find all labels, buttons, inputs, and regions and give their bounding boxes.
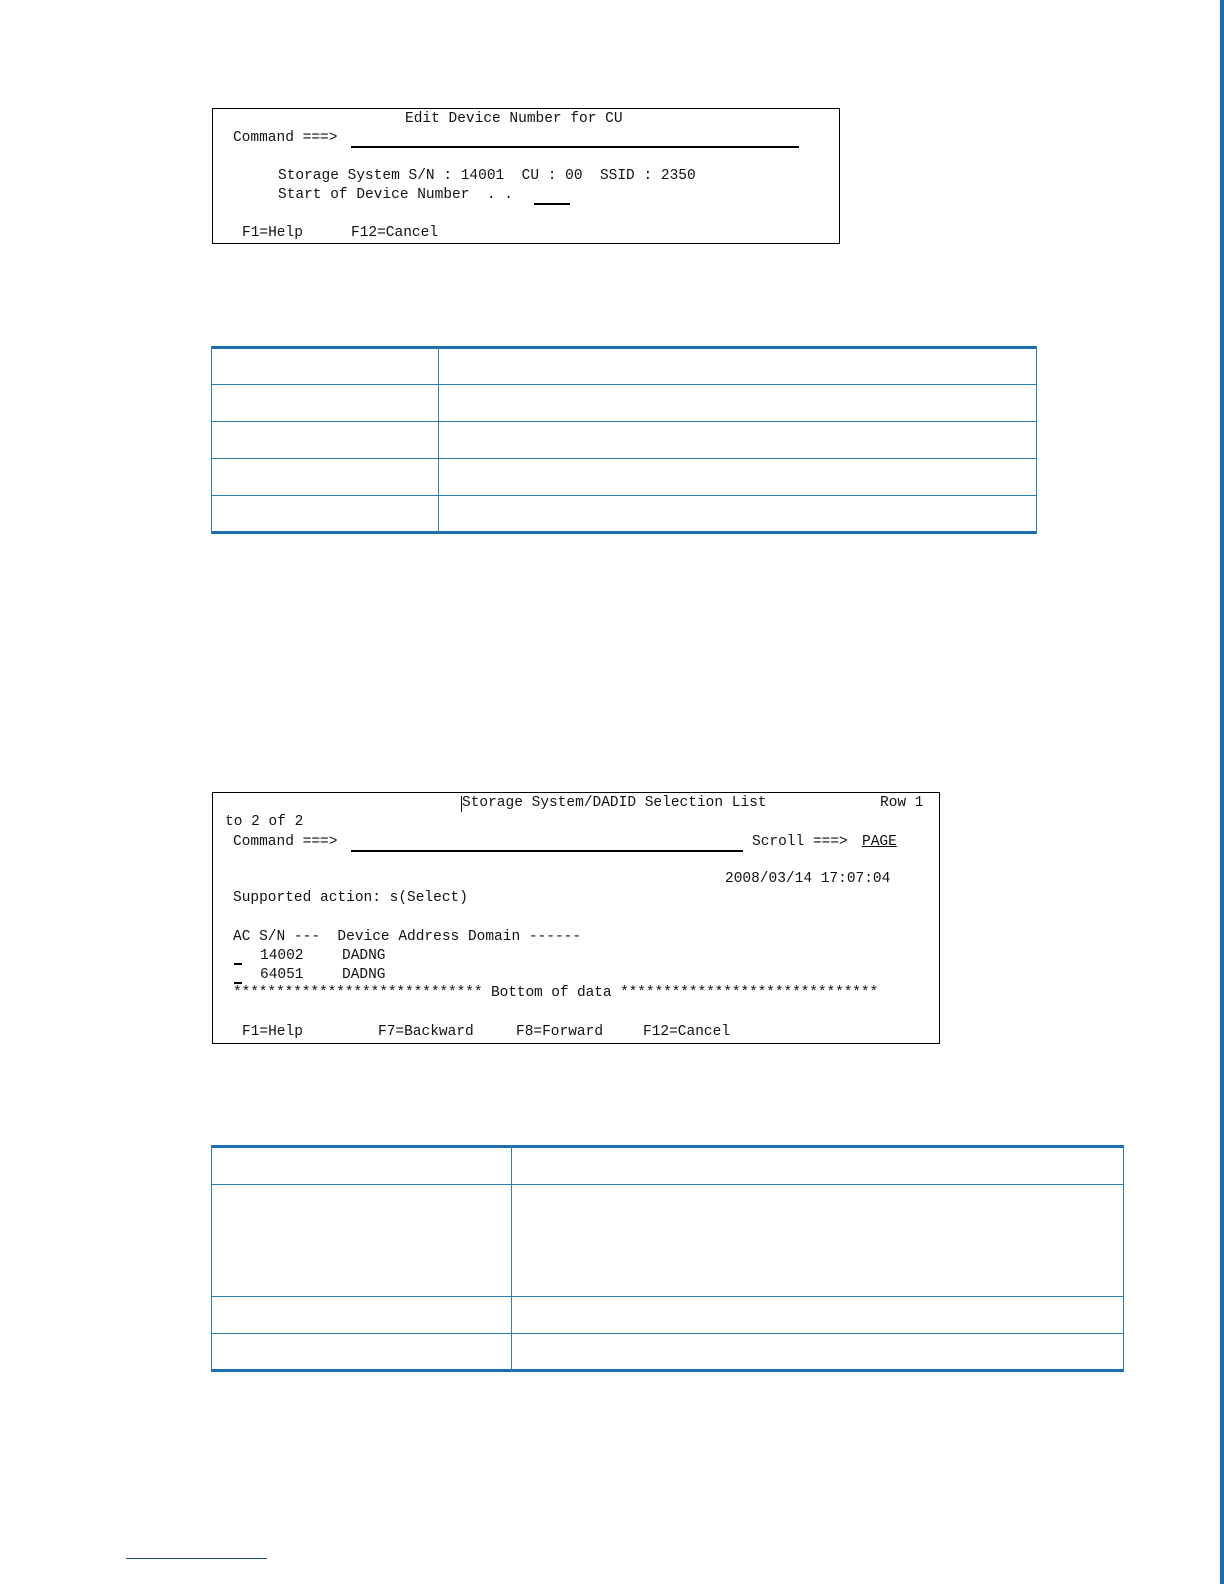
list-header: AC S/N --- Device Address Domain ------ [233, 929, 582, 945]
command-input-underline [351, 850, 743, 852]
row-2-sn: 64051 [260, 967, 304, 983]
start-device-label: Start of Device Number . . [278, 187, 513, 203]
f8-forward-key[interactable]: F8=Forward [516, 1024, 604, 1040]
footer-link-line [126, 1558, 267, 1559]
dadid-selection-panel [212, 792, 940, 1044]
row-2-domain: DADNG [342, 967, 386, 983]
command-input[interactable] [351, 833, 743, 851]
row-1-domain: DADNG [342, 948, 386, 964]
start-device-underline [534, 203, 570, 205]
command-input-underline [351, 146, 799, 148]
storage-info: Storage System S/N : 14001 CU : 00 SSID : 2350 [278, 168, 696, 184]
row-info-continued: to 2 of 2 [225, 814, 304, 830]
f12-cancel-key[interactable]: F12=Cancel [351, 225, 439, 241]
command-label: Command ===> [233, 834, 338, 850]
bottom-of-data: ***************************** Bottom of data ****************************** [233, 985, 879, 1001]
datetime: 2008/03/14 17:07:04 [725, 871, 891, 887]
f7-backward-key[interactable]: F7=Backward [378, 1024, 474, 1040]
start-device-input[interactable] [534, 186, 570, 204]
f12-cancel-key[interactable]: F12=Cancel [643, 1024, 731, 1040]
page-edge-bar [1220, 0, 1224, 1584]
panel-title: Storage System/DADID Selection List [462, 795, 767, 811]
f1-help-key[interactable]: F1=Help [242, 1024, 303, 1040]
edit-device-number-panel [212, 108, 840, 244]
row-info: Row 1 [880, 795, 924, 811]
scroll-value-input[interactable]: PAGE [862, 834, 897, 850]
scroll-label: Scroll ===> [752, 834, 848, 850]
row-1-sn: 14002 [260, 948, 304, 964]
supported-action: Supported action: s(Select) [233, 890, 468, 906]
command-input[interactable] [351, 129, 799, 147]
row-1-action-input[interactable] [234, 963, 242, 965]
panel-title: Edit Device Number for CU [405, 111, 623, 127]
table-1 [211, 346, 1037, 534]
command-label: Command ===> [233, 130, 338, 146]
f1-help-key[interactable]: F1=Help [242, 225, 303, 241]
table-2 [211, 1145, 1124, 1372]
